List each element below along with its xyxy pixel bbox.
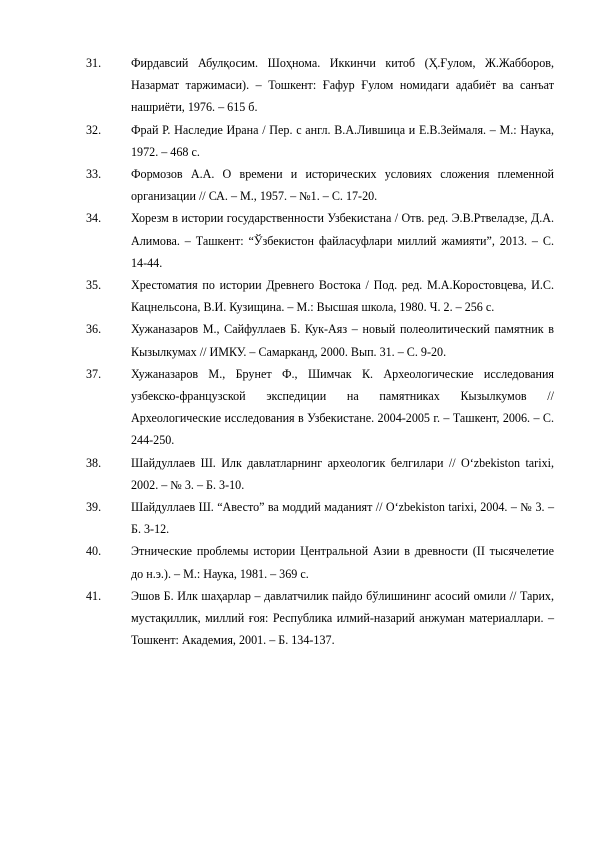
entry-text: Формозов А.А. О времени и исторических условиях сложения племенной организации // СА. – М., 1957. – №1. – С. 17-20.	[131, 167, 554, 204]
bibliography-entry	[86, 274, 554, 318]
entry-number: 35.	[86, 278, 102, 293]
entry-text: Хорезм в истории государственности Узбекистана / Отв. ред. Э.В.Ртвеладзе, Д.А. Алимова. – Ташкент: “Ўзбекистон файласуфлари миллий жамияти”, 2013. – С. 14-44.	[131, 211, 554, 270]
entry-text: Фирдавсий Абулқосим. Шоҳнома. Иккинчи китоб (Ҳ.Ғулом, Ж.Жабборов, Назармат таржимаси). – Тошкент: Ғафур Ғулом номидаги адабиёт ва санъат нашриёти, 1976. – 615 б.	[131, 56, 554, 115]
bibliography-entry	[86, 207, 554, 274]
bibliography-entry	[86, 52, 554, 119]
entry-number: 34.	[86, 211, 102, 226]
entry-number: 36.	[86, 322, 102, 337]
bibliography-entry	[86, 318, 554, 362]
bibliography-entry	[86, 585, 554, 652]
bibliography-entry	[86, 363, 554, 452]
entry-number: 38.	[86, 455, 102, 470]
entry-number: 32.	[86, 122, 102, 137]
entry-text: Хужаназаров М., Брунет Ф., Шимчак К. Археологические исследования узбекско-французской экспедиции на памятниках Кызылкумов // Археологические исследования в Узбекистане. 2004-2005 г. – Ташкент, 2006. – С. 244-250.	[131, 366, 554, 448]
bibliography-list	[86, 52, 554, 651]
entry-number: 39.	[86, 500, 102, 515]
entry-number: 31.	[86, 56, 102, 70]
entry-text: Хрестоматия по истории Древнего Востока / Под. ред. М.А.Коростовцева, И.С. Кацнельсона, В.И. Кузищина. – М.: Высшая школа, 1980. Ч. 2. – 256 с.	[131, 278, 554, 315]
entry-number: 40.	[86, 544, 102, 559]
entry-text: Шайдуллаев Ш. “Авесто” ва моддий маданият // O‘zbekiston tarixi, 2004. – № 3. – Б. 3-12.	[131, 500, 554, 537]
entry-text: Шайдуллаев Ш. Илк давлатларнинг археологик белгилари // O‘zbekiston tarixi, 2002. – № 3. – Б. 3-10.	[131, 455, 554, 492]
entry-number: 37.	[86, 366, 102, 381]
bibliography-entry	[86, 452, 554, 496]
entry-text: Эшов Б. Илк шаҳарлар – давлатчилик пайдо бўлишининг асосий омили // Тарих, мустақиллик, миллий ғоя: Республика илмий-назарий анжуман материаллари. – Тошкент: Академия, 2001. – Б. 134-137.	[131, 588, 554, 648]
entry-number: 33.	[86, 167, 102, 182]
entry-text: Хужаназаров М., Сайфуллаев Б. Кук-Аяз – новый полеолитический памятник в Кызылкумах // ИМКУ. – Самарканд, 2000. Вып. 31. – С. 9-20.	[131, 322, 554, 359]
entry-text: Фрай Р. Наследие Ирана / Пер. с англ. В.А.Лившица и Е.В.Зеймаля. – М.: Наука, 1972. – 468 с.	[131, 122, 554, 159]
bibliography-entry	[86, 540, 554, 584]
entry-number: 41.	[86, 588, 102, 603]
bibliography-entry	[86, 496, 554, 540]
bibliography-entry	[86, 119, 554, 163]
bibliography-entry	[86, 163, 554, 207]
entry-text: Этнические проблемы истории Центральной Азии в древности (II тысячелетие до н.э.). – М.: Наука, 1981. – 369 с.	[131, 544, 554, 581]
